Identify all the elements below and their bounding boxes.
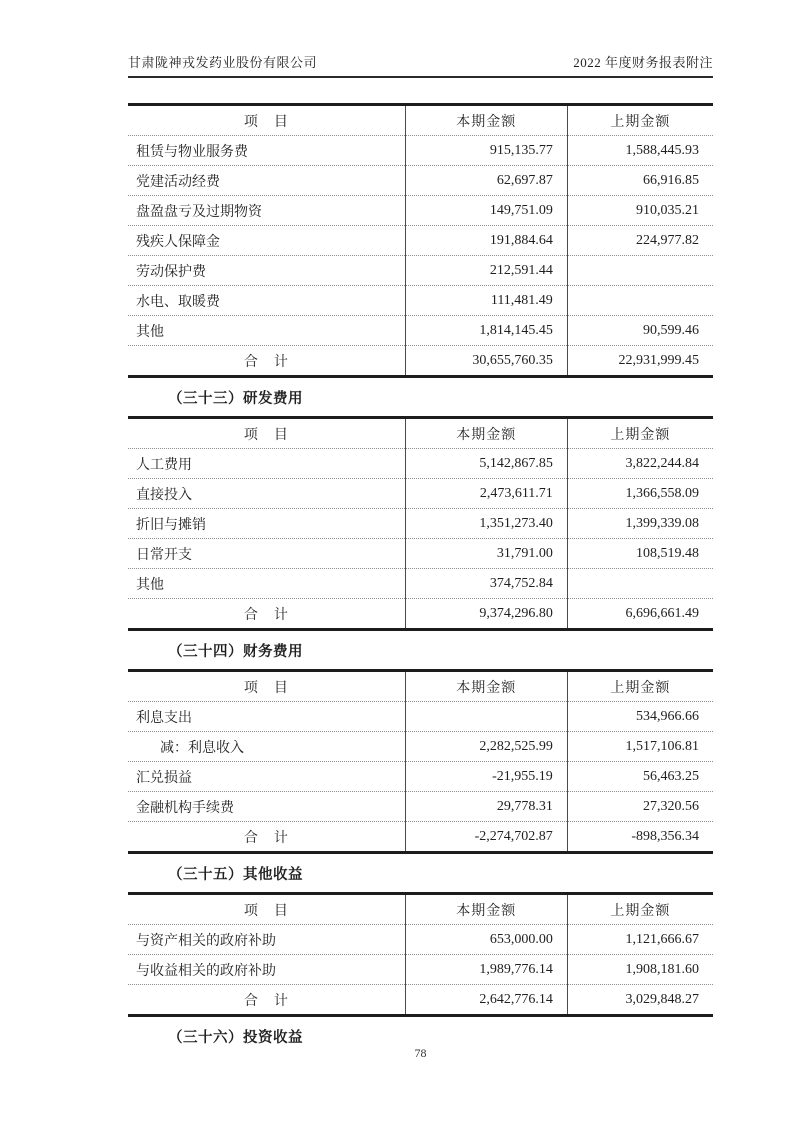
table-header-row — [128, 418, 713, 449]
prior-amount-cell: 27,320.56 — [567, 792, 713, 822]
table-row — [128, 569, 713, 599]
prior-amount-cell: -898,356.34 — [567, 822, 713, 853]
current-amount-cell: 1,814,145.45 — [405, 316, 567, 346]
table-row — [128, 166, 713, 196]
total-row — [128, 985, 713, 1016]
row-label-cell: 其他 — [128, 569, 405, 599]
financial-table — [128, 669, 713, 854]
prior-amount-cell: 1,908,181.60 — [567, 955, 713, 985]
row-label-cell: 党建活动经费 — [128, 166, 405, 196]
table-header-row — [128, 894, 713, 925]
section-heading: （三十三）研发费用 — [168, 391, 303, 407]
row-label-cell: 其他 — [128, 316, 405, 346]
total-row — [128, 599, 713, 630]
row-label-cell: 利息支出 — [128, 702, 405, 732]
current-amount-cell: 653,000.00 — [405, 925, 567, 955]
prior-amount-cell: 534,966.66 — [567, 702, 713, 732]
current-amount-cell: -2,274,702.87 — [405, 822, 567, 853]
prior-amount-cell: 66,916.85 — [567, 166, 713, 196]
prior-amount-cell: 1,399,339.08 — [567, 509, 713, 539]
current-amount-cell: 374,752.84 — [405, 569, 567, 599]
page-header — [128, 52, 713, 78]
current-amount-cell: 2,642,776.14 — [405, 985, 567, 1016]
table-row — [128, 226, 713, 256]
column-header: 项 目 — [128, 418, 405, 449]
section-heading: （三十四）财务费用 — [168, 644, 303, 660]
row-label-cell: 合 计 — [128, 346, 405, 377]
table-row — [128, 286, 713, 316]
row-label-cell: 合 计 — [128, 599, 405, 630]
current-amount-cell: 2,473,611.71 — [405, 479, 567, 509]
current-amount-cell: 191,884.64 — [405, 226, 567, 256]
current-amount-cell: 1,351,273.40 — [405, 509, 567, 539]
prior-amount-cell: 3,822,244.84 — [567, 449, 713, 479]
prior-amount-cell: 22,931,999.45 — [567, 346, 713, 377]
row-label-cell: 与资产相关的政府补助 — [128, 925, 405, 955]
prior-amount-cell — [567, 286, 713, 316]
prior-amount-cell: 90,599.46 — [567, 316, 713, 346]
row-label-cell: 直接投入 — [128, 479, 405, 509]
table-row — [128, 509, 713, 539]
prior-amount-cell: 56,463.25 — [567, 762, 713, 792]
total-row — [128, 346, 713, 377]
page-number: 78 — [414, 1046, 427, 1060]
table-row — [128, 955, 713, 985]
column-header: 本期金额 — [405, 418, 567, 449]
column-header: 上期金额 — [610, 680, 671, 696]
total-row — [128, 822, 713, 853]
prior-amount-cell — [567, 569, 713, 599]
column-header: 项 目 — [128, 105, 405, 136]
column-header: 上期金额 — [610, 114, 671, 130]
table-row — [128, 925, 713, 955]
row-label-cell: 合 计 — [128, 985, 405, 1016]
row-label-cell: 盘盈盘亏及过期物资 — [128, 196, 405, 226]
current-amount-cell: 1,989,776.14 — [405, 955, 567, 985]
table-row — [128, 449, 713, 479]
financial-table — [128, 892, 713, 1017]
current-amount-cell: 2,282,525.99 — [405, 732, 567, 762]
prior-amount-cell: 1,588,445.93 — [567, 136, 713, 166]
table-header-row — [128, 671, 713, 702]
row-label-cell: 金融机构手续费 — [128, 792, 405, 822]
current-amount-cell: 149,751.09 — [405, 196, 567, 226]
current-amount-cell: 9,374,296.80 — [405, 599, 567, 630]
current-amount-cell: 31,791.00 — [405, 539, 567, 569]
column-header: 上期金额 — [610, 427, 671, 443]
table-row — [128, 792, 713, 822]
current-amount-cell: 5,142,867.85 — [405, 449, 567, 479]
column-header: 本期金额 — [405, 105, 567, 136]
prior-amount-cell: 1,366,558.09 — [567, 479, 713, 509]
row-label-cell: 租赁与物业服务费 — [128, 136, 405, 166]
row-label-cell: 水电、取暖费 — [128, 286, 405, 316]
row-label-cell: 劳动保护费 — [128, 256, 405, 286]
column-header: 上期金额 — [610, 903, 671, 919]
financial-table — [128, 416, 713, 631]
section-heading: （三十五）其他收益 — [168, 867, 303, 883]
table-row — [128, 256, 713, 286]
row-label-cell: 人工费用 — [128, 449, 405, 479]
table-row — [128, 196, 713, 226]
column-header: 项 目 — [128, 894, 405, 925]
row-label-cell: 减：利息收入 — [128, 732, 405, 762]
current-amount-cell: -21,955.19 — [405, 762, 567, 792]
prior-amount-cell: 3,029,848.27 — [567, 985, 713, 1016]
row-label-cell: 合 计 — [128, 822, 405, 853]
column-header: 项 目 — [128, 671, 405, 702]
table-header-row — [128, 105, 713, 136]
table-row — [128, 762, 713, 792]
table-row — [128, 539, 713, 569]
table-row — [128, 316, 713, 346]
current-amount-cell: 62,697.87 — [405, 166, 567, 196]
current-amount-cell — [405, 702, 567, 732]
column-header: 本期金额 — [405, 894, 567, 925]
row-label-cell: 汇兑损益 — [128, 762, 405, 792]
prior-amount-cell: 6,696,661.49 — [567, 599, 713, 630]
row-label-cell: 折旧与摊销 — [128, 509, 405, 539]
current-amount-cell: 915,135.77 — [405, 136, 567, 166]
row-label-cell: 与收益相关的政府补助 — [128, 955, 405, 985]
current-amount-cell: 29,778.31 — [405, 792, 567, 822]
table-row — [128, 479, 713, 509]
prior-amount-cell — [567, 256, 713, 286]
table-row — [128, 702, 713, 732]
prior-amount-cell: 1,121,666.67 — [567, 925, 713, 955]
row-label-cell: 日常开支 — [128, 539, 405, 569]
page-footer — [128, 1046, 713, 1061]
current-amount-cell: 30,655,760.35 — [405, 346, 567, 377]
content — [128, 103, 713, 1055]
current-amount-cell: 212,591.44 — [405, 256, 567, 286]
row-label-cell: 残疾人保障金 — [128, 226, 405, 256]
table-row — [128, 136, 713, 166]
section-heading: （三十六）投资收益 — [168, 1030, 303, 1046]
prior-amount-cell: 1,517,106.81 — [567, 732, 713, 762]
column-header: 本期金额 — [405, 671, 567, 702]
report-title: 2022 年度财务报表附注 — [573, 55, 713, 70]
prior-amount-cell: 224,977.82 — [567, 226, 713, 256]
financial-table — [128, 103, 713, 378]
table-row — [128, 732, 713, 762]
prior-amount-cell: 108,519.48 — [567, 539, 713, 569]
current-amount-cell: 111,481.49 — [405, 286, 567, 316]
prior-amount-cell: 910,035.21 — [567, 196, 713, 226]
company-name: 甘肃陇神戎发药业股份有限公司 — [128, 55, 318, 70]
